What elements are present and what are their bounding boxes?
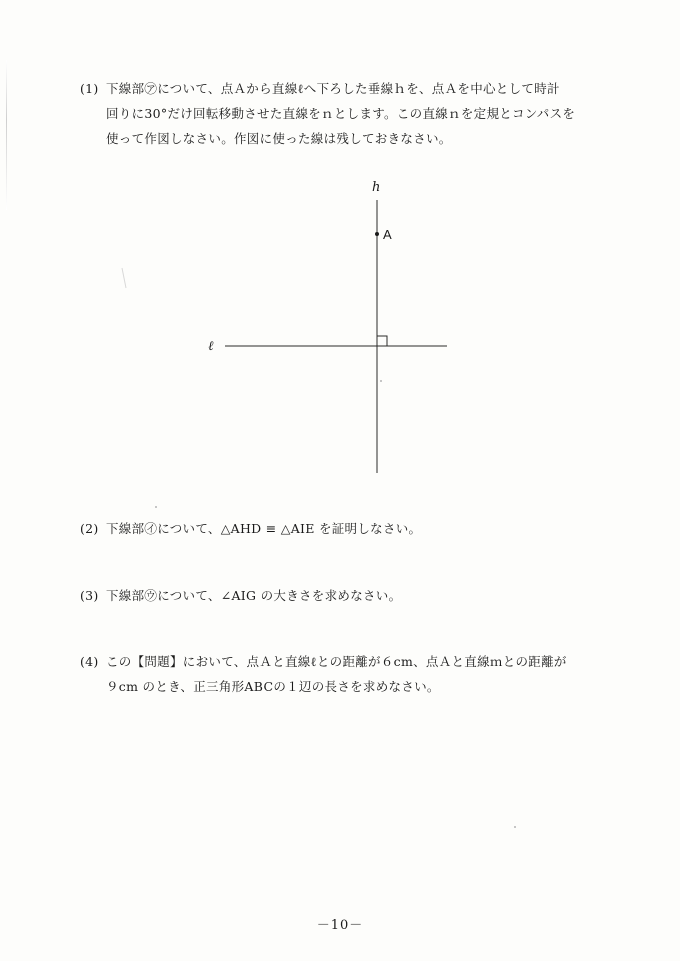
label-h: h: [372, 180, 381, 195]
question-4-number: (4): [80, 654, 99, 669]
label-A: A: [383, 227, 392, 242]
scan-speck: [380, 380, 382, 382]
question-1-line-3: 使って作図しなさい。作図に使った線は残しておきなさい。: [106, 131, 452, 146]
question-3-line-1: 下線部㋒について、∠AIG の大きさを求めなさい。: [106, 588, 402, 603]
faint-mark: [122, 268, 126, 288]
point-A: [375, 232, 379, 236]
scan-speck: [514, 826, 516, 828]
question-2-number: (2): [80, 521, 99, 536]
question-4-line-1: この【問題】において、点Ａと直線ℓとの距離が６cm、点Ａと直線ｍとの距離が: [106, 654, 567, 669]
page-number: －10－: [316, 918, 364, 933]
right-angle-mark: [377, 336, 387, 346]
label-l: ℓ: [208, 339, 214, 354]
question-4: [80, 649, 610, 699]
question-2-line-1: 下線部㋑について、△AHD ≡ △AIE を証明しなさい。: [106, 521, 422, 536]
question-1-number: (1): [80, 81, 99, 96]
scan-speck: [155, 506, 157, 508]
question-1-line-2: 回りに30°だけ回転移動させた直線をｎとします。この直線ｎを定規とコンパスを: [106, 106, 576, 121]
question-1-line-1: 下線部㋐について、点Ａから直線ℓへ下ろした垂線ｈを、点Ａを中心として時計: [106, 81, 560, 96]
question-3-number: (3): [80, 588, 99, 603]
question-2: [80, 516, 610, 541]
question-3: [80, 583, 610, 608]
question-4-line-2: ９cm のとき、正三角形ABCの１辺の長さを求めなさい。: [106, 679, 440, 694]
